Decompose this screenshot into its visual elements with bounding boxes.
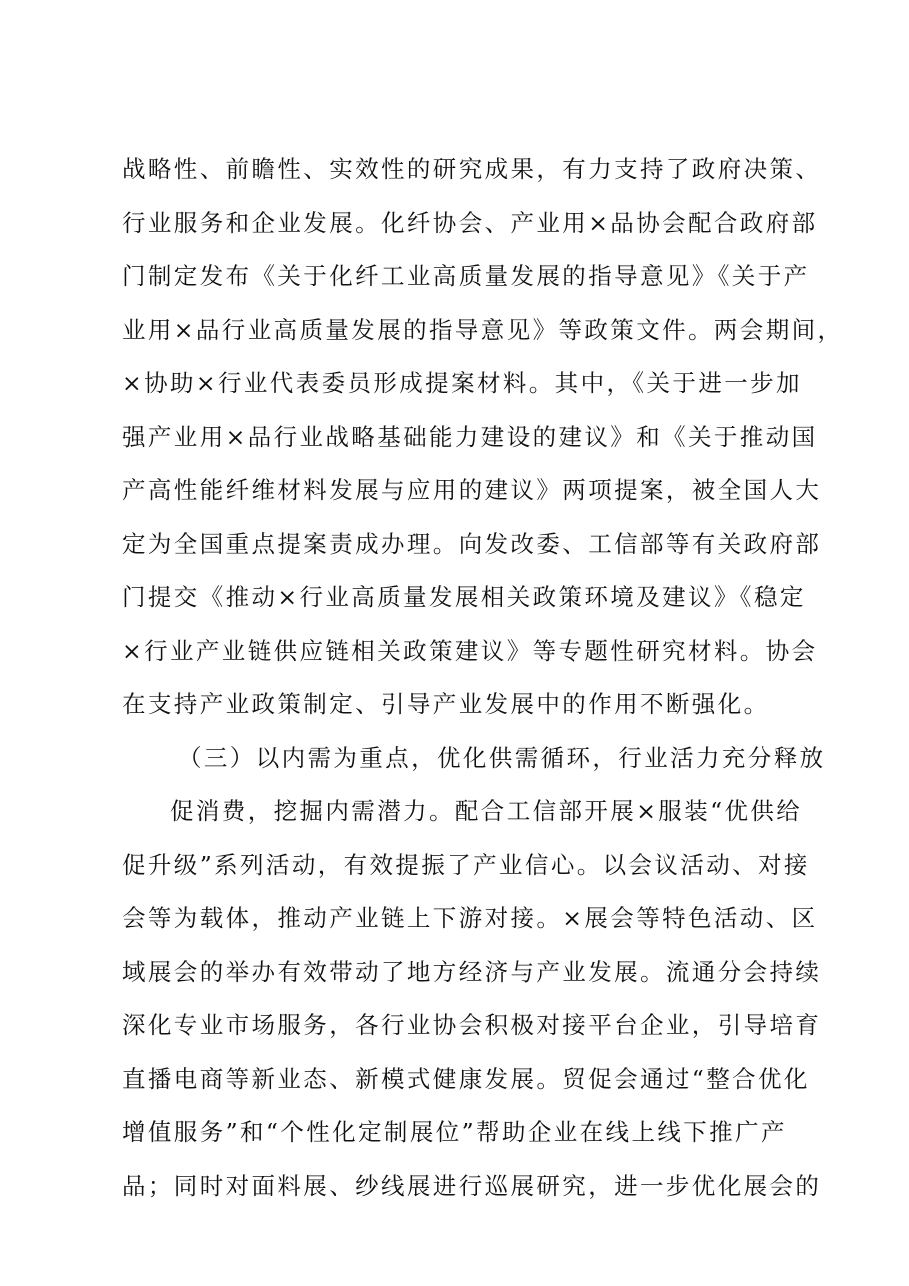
text-line: ×协助×行业代表委员形成提案材料。其中，《关于进一步加 xyxy=(122,369,802,397)
text-line: 产高性能纤维材料发展与应用的建议》两项提案，被全国人大 xyxy=(122,476,822,504)
text-line: 直播电商等新业态、新模式健康发展。贸促会通过“整合优化 xyxy=(122,1064,810,1093)
text-line: 战略性、前瞻性、实效性的研究成果，有力支持了政府决策、 xyxy=(122,155,822,183)
text-line: 会等为载体，推动产业链上下游对接。×展会等特色活动、区 xyxy=(122,904,818,932)
text-line: 增值服务”和“个性化定制展位”帮助企业在线上线下推广产 xyxy=(122,1118,787,1146)
text-line: 门提交《推动×行业高质量发展相关政策环境及建议》《稳定 xyxy=(122,583,806,611)
paragraph-policy-research xyxy=(122,143,844,732)
document-body xyxy=(122,143,844,1213)
text-line: 定为全国重点提案责成办理。向发改委、工信部等有关政府部 xyxy=(122,529,822,558)
text-line: 行业服务和企业发展。化纤协会、产业用×品协会配合政府部 xyxy=(122,208,818,237)
text-line: 促消费，挖掘内需潜力。配合工信部开展×服装“优供给 xyxy=(170,797,803,825)
text-line: 促升级”系列活动，有效提振了产业信心。以会议活动、对接 xyxy=(122,850,810,879)
text-line: 品；同时对面料展、纱线展进行巡展研究，进一步优化展会的 xyxy=(122,1171,822,1200)
text-line: 强产业用×品行业战略基础能力建设的建议》和《关于推动国 xyxy=(122,422,818,451)
section-heading: （三）以内需为重点，优化供需循环，行业活力充分释放 xyxy=(178,743,826,772)
text-line: ×行业产业链供应链相关政策建议》等专题性研究材料。协会 xyxy=(122,636,818,665)
text-line: 域展会的举办有效带动了地方经济与产业发展。流通分会持续 xyxy=(122,957,822,986)
text-line: 门制定发布《关于化纤工业高质量发展的指导意见》《关于产 xyxy=(122,262,810,290)
text-line: 深化专业市场服务，各行业协会积极对接平台企业，引导培育 xyxy=(122,1011,822,1039)
text-line: 在支持产业政策制定、引导产业发展中的作用不断强化。 xyxy=(122,690,770,718)
paragraph-domestic-demand xyxy=(122,785,822,1213)
text-line: 业用×品行业高质量发展的指导意见》等政策文件。两会期间， xyxy=(122,315,844,344)
